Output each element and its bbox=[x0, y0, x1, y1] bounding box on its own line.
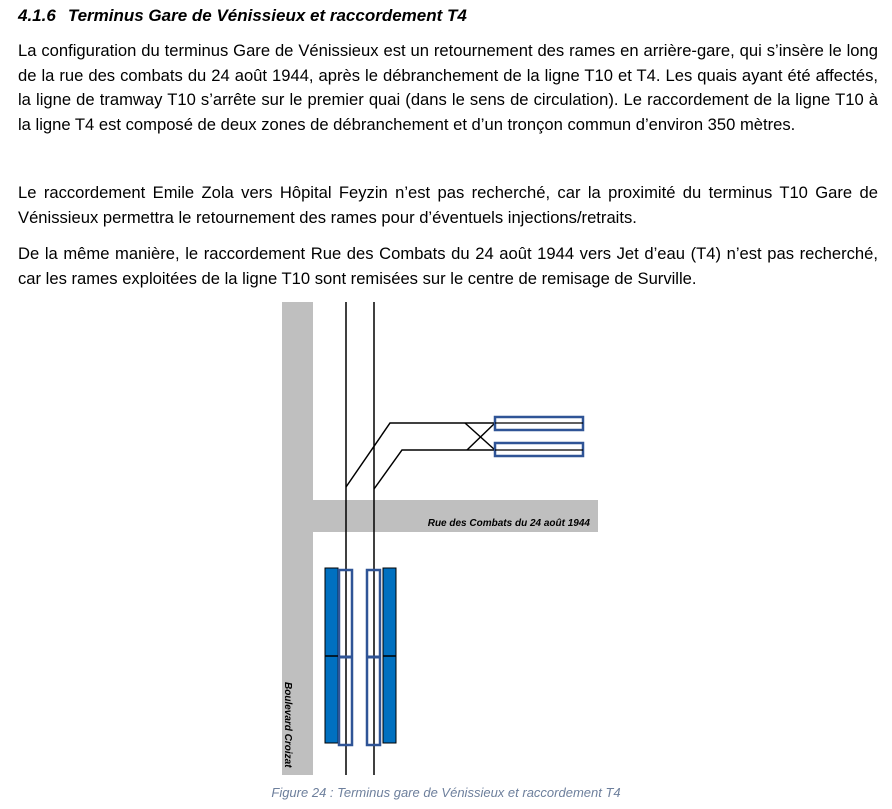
t4-platform-tracks bbox=[495, 423, 583, 450]
terminus-platforms bbox=[325, 568, 396, 745]
road-label-vertical: Boulevard Croizat bbox=[282, 682, 293, 768]
road-label-horizontal: Rue des Combats du 24 août 1944 bbox=[427, 518, 590, 529]
section-number: 4.1.6 bbox=[18, 6, 56, 25]
paragraph: De la même manière, le raccordement Rue des Combats du 24 août 1944 vers Jet d’eau (T4) n’est pas recherché, car les rames exploitées de la ligne T10 sont remisées sur le centre de remisage de Surville. bbox=[18, 244, 878, 288]
figure-caption: Figure 24 : Terminus gare de Vénissieux et raccordement T4 bbox=[271, 785, 621, 800]
paragraph: La configuration du terminus Gare de Vénissieux est un retournement des rames en arrière-gare, qui s’insère le long de la rue des combats du 24 août 1944, après le débranchement de la ligne T10 et T4. Les quais ayant été affectés, la ligne de tramway T10 s’arrête sur le premier quai (dans le sens de circulation). Le raccordement de la ligne T10 à la ligne T4 est composé de deux zones de débranchement et d’un tronçon commun d’environ 350 mètres. bbox=[18, 41, 878, 134]
paragraph: Le raccordement Emile Zola vers Hôpital Feyzin n’est pas recherché, car la proximité du terminus T10 Gare de Vénissieux permettra le retournement des rames pour d’éventuels injections/retraits. bbox=[18, 183, 878, 227]
section-title: Terminus Gare de Vénissieux et raccordement T4 bbox=[67, 6, 467, 25]
